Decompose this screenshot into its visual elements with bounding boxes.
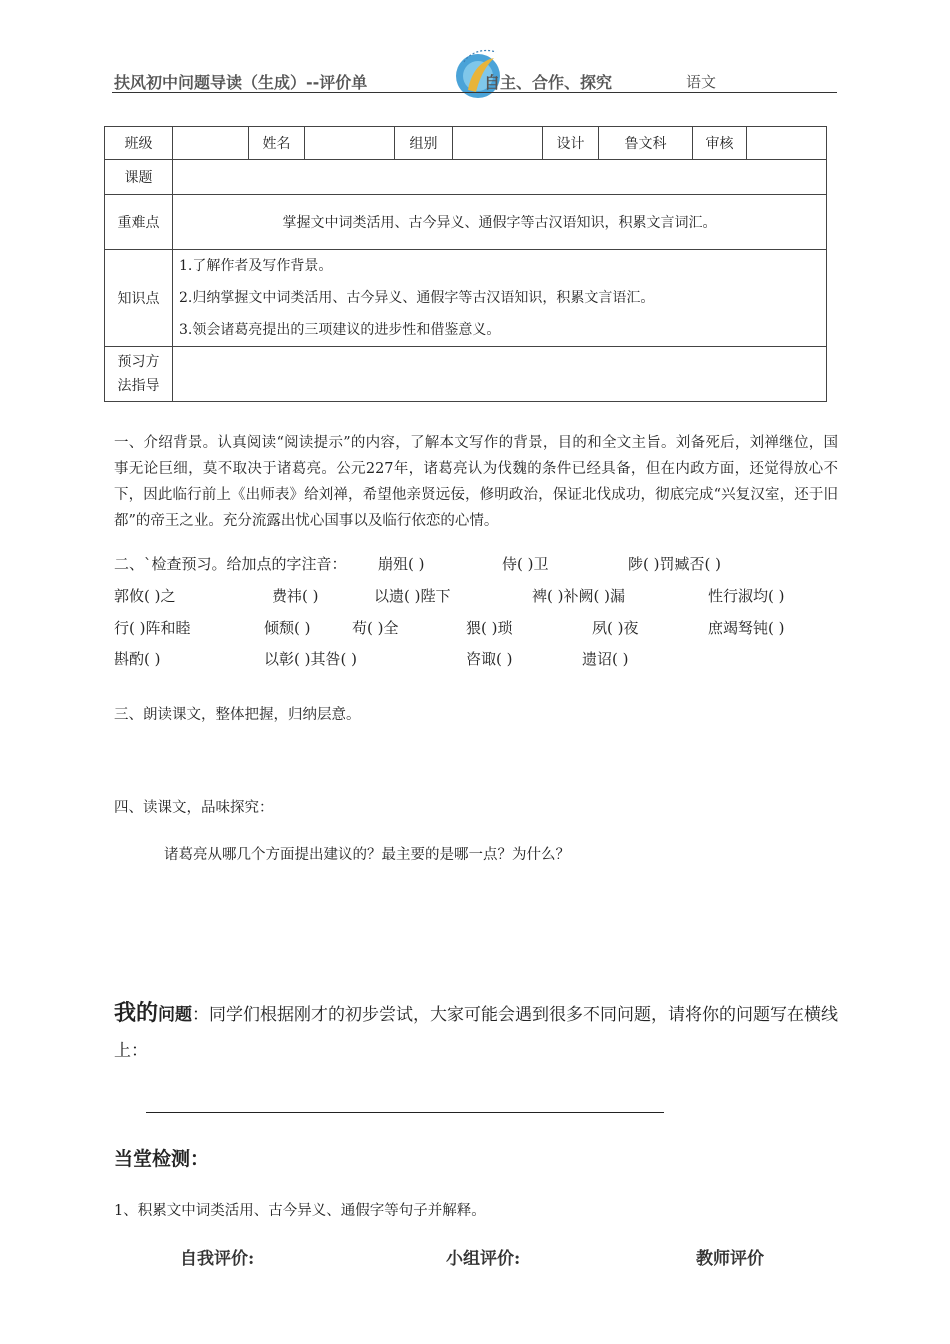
lesson-info-table — [104, 126, 827, 402]
review-label: 审核 — [693, 127, 747, 160]
pinyin-item: 费祎( ) — [272, 587, 319, 605]
review-field[interactable] — [747, 127, 827, 160]
explore-question: 诸葛亮从哪几个方面提出建议的？最主要的是哪一点？为什么？ — [164, 847, 570, 863]
pinyin-item: 崩殂( ) — [378, 555, 425, 573]
pinyin-item: 夙( )夜 — [592, 619, 639, 637]
section-explore: 四、读课文，品味探究： — [114, 800, 274, 816]
pinyin-item: 以彰( )其咎( ) — [264, 650, 357, 668]
pinyin-item: 陟( )罚臧否( ) — [628, 555, 721, 573]
knowledge-item: 1.了解作者及写作背景。 — [179, 258, 333, 274]
group-field[interactable] — [453, 127, 543, 160]
my-question-text: ：同学们根据刚才的初步尝试，大家可能会遇到很多不同问题，请将你的问题写在横线上： — [114, 1005, 839, 1061]
pinyin-item: 遗诏( ) — [582, 650, 629, 668]
group-evaluation-label: 小组评价: — [446, 1249, 521, 1269]
in-class-test-title: 当堂检测： — [114, 1148, 210, 1170]
topic-label: 课题 — [105, 160, 173, 195]
knowledge-label: 知识点 — [105, 250, 173, 347]
pinyin-item: 庶竭驽钝( ) — [708, 619, 785, 637]
pinyin-row — [114, 585, 854, 609]
page-header-motto: 自主、合作、探究 — [484, 73, 613, 92]
difficulty-value: 掌握文中词类活用、古今异义、通假字等古汉语知识，积累文言词汇。 — [173, 195, 827, 250]
pinyin-row — [114, 553, 854, 577]
method-label — [105, 347, 173, 402]
knowledge-item: 3.领会诸葛亮提出的三项建议的进步性和借鉴意义。 — [179, 322, 501, 338]
pinyin-item: 以遗( )陛下 — [374, 587, 451, 605]
question-answer-line[interactable] — [146, 1112, 664, 1113]
class-label: 班级 — [105, 127, 173, 160]
difficulty-label: 重难点 — [105, 195, 173, 250]
page-header-subject: 语文 — [686, 73, 717, 91]
method-field[interactable] — [173, 347, 827, 402]
method-label-line1: 预习方 — [117, 354, 160, 370]
method-label-line2: 法指导 — [117, 378, 160, 394]
pinyin-item: 裨( )补阙( )漏 — [532, 587, 625, 605]
section-reading: 三、朗读课文，整体把握，归纳层意。 — [114, 707, 361, 723]
table-row — [105, 250, 827, 347]
teacher-evaluation-label: 教师评价 — [696, 1249, 764, 1269]
design-value: 鲁文科 — [599, 127, 693, 160]
name-field[interactable] — [305, 127, 395, 160]
pinyin-item: 倾颓( ) — [264, 619, 311, 637]
pinyin-row — [114, 648, 854, 672]
my-question-lead-small: 问题 — [158, 1005, 193, 1025]
test-item: 1、积累文中词类活用、古今异义、通假字等句子并解释。 — [114, 1203, 486, 1219]
table-row — [105, 127, 827, 160]
header-divider — [112, 92, 837, 93]
knowledge-item: 2.归纳掌握文中词类活用、古今异义、通假字等古汉语知识，积累文言语汇。 — [179, 290, 655, 306]
table-row — [105, 160, 827, 195]
pinyin-item: 苟( )全 — [352, 619, 399, 637]
pinyin-item: 猥( )琐 — [466, 619, 513, 637]
my-question-block — [114, 996, 838, 1069]
section-pinyin-heading: 二、`检查预习。给加点的字注音： — [114, 555, 347, 573]
pinyin-item: 侍( )卫 — [502, 555, 549, 573]
pinyin-item: 斟酌( ) — [114, 650, 161, 668]
section-background: 一、介绍背景。认真阅读“阅读提示”的内容，了解本文写作的背景，目的和全文主旨。刘备死后，刘禅继位，国事无论巨细，莫不取决于诸葛亮。公元227年，诸葛亮认为伐魏的条件已经具备，但在内政方面，还觉得放心不下，因此临行前上《出师表》给刘禅，希望他亲贤远佞，修明政治，保证北伐成功，彻底完成“兴复汉室，还于旧都”的帝王之业。充分流露出忧心国事以及临行依恋的心情。 — [114, 435, 838, 529]
knowledge-list — [173, 250, 827, 347]
my-question-lead: 我的 — [114, 1001, 159, 1026]
pinyin-item: 性行淑均( ) — [708, 587, 785, 605]
table-row — [105, 347, 827, 402]
design-label: 设计 — [543, 127, 599, 160]
topic-field[interactable] — [173, 160, 827, 195]
table-row — [105, 195, 827, 250]
class-field[interactable] — [173, 127, 249, 160]
group-label: 组别 — [395, 127, 453, 160]
pinyin-row — [114, 617, 854, 641]
self-evaluation-label: 自我评价: — [180, 1249, 255, 1269]
name-label: 姓名 — [249, 127, 305, 160]
pinyin-item: 咨诹( ) — [466, 650, 513, 668]
pinyin-item: 郭攸( )之 — [114, 587, 176, 605]
page-header-title: 扶风初中问题导读（生成）--评价单 — [114, 73, 368, 92]
pinyin-item: 行( )阵和睦 — [114, 619, 191, 637]
